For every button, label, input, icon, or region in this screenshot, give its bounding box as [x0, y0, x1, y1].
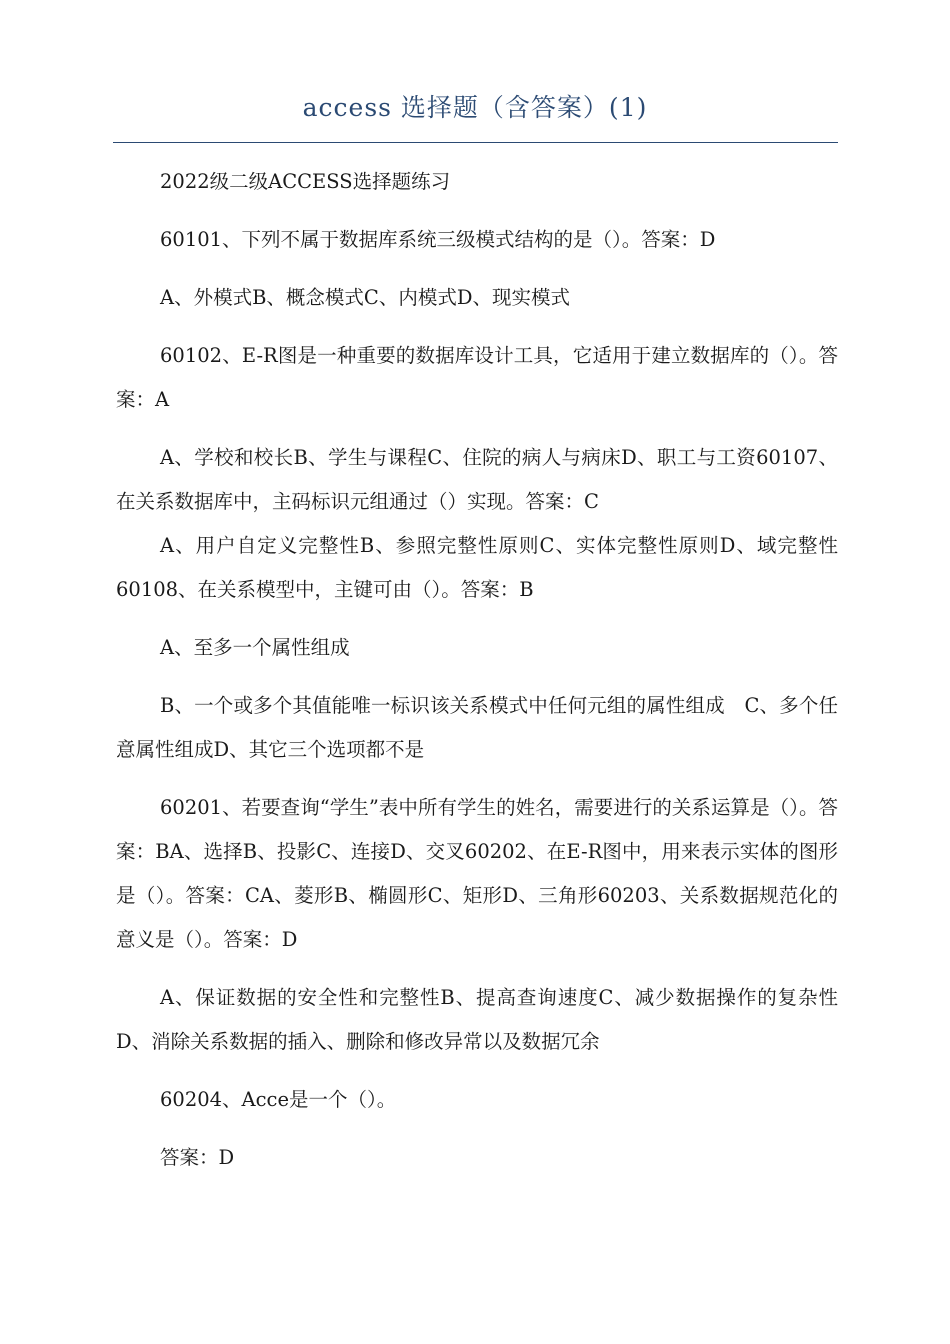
questions-60201-60203: 60201、若要查询“学生”表中所有学生的姓名，需要进行的关系运算是（）。答案：BA、选择B、投影C、连接D、交叉60202、在E-R图中，用来表示实体的图形是（）。答案：CA、菱形B、椭圆形C、矩形D、三角形60203、关系数据规范化的意义是（）。答案：D [116, 796, 838, 951]
options-60102-question-60107: A、学校和校长B、学生与课程C、住院的病人与病床D、职工与工资60107、在关系数据库中，主码标识元组通过（）实现。答案：C [116, 446, 838, 513]
section-heading: 2022级二级ACCESS选择题练习 [160, 170, 451, 193]
question-60102: 60102、E-R图是一种重要的数据库设计工具，它适用于建立数据库的（）。答案：A [116, 344, 838, 411]
option-60108-a: A、至多一个属性组成 [160, 636, 350, 659]
question-60204: 60204、Acce是一个（）。 [160, 1088, 397, 1111]
options-60108-bcd: B、一个或多个其值能唯一标识该关系模式中任何元组的属性组成 C、多个任意属性组成D、其它三个选项都不是 [116, 694, 838, 761]
options-60101: A、外模式B、概念模式C、内模式D、现实模式 [160, 286, 570, 309]
document-body [116, 160, 838, 1194]
title-divider [113, 142, 838, 143]
options-60107-question-60108: A、用户自定义完整性B、参照完整性原则C、实体完整性原则D、域完整性60108、在关系模型中，主键可由（）。答案：B [116, 534, 838, 601]
document-title: access 选择题（含答案）(1) [302, 93, 648, 122]
question-60101: 60101、下列不属于数据库系统三级模式结构的是（）。答案：D [160, 228, 716, 251]
options-60203: A、保证数据的安全性和完整性B、提高查询速度C、减少数据操作的复杂性D、消除关系数据的插入、删除和修改异常以及数据冗余 [116, 986, 838, 1053]
answer-60204: 答案：D [160, 1146, 235, 1169]
